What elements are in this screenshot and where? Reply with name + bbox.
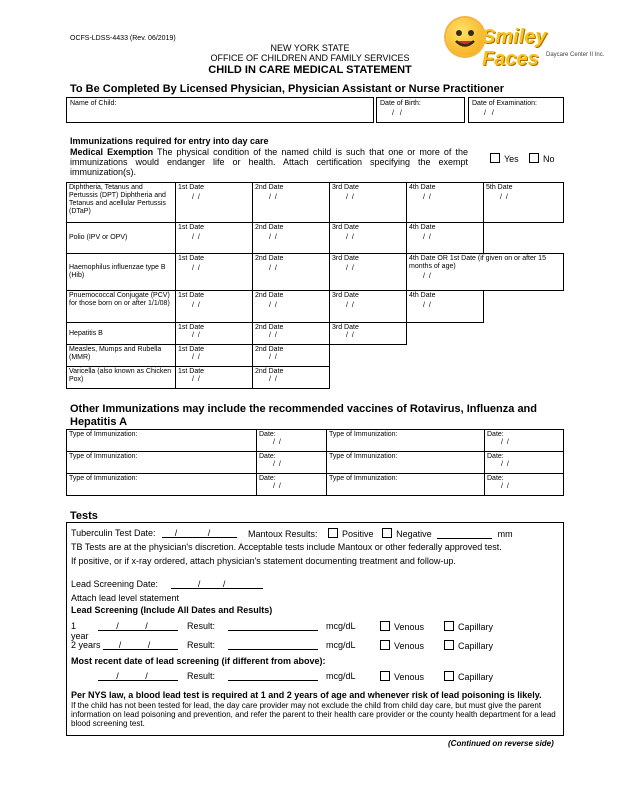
tb-test-line [71,528,237,538]
mantoux-mm-input[interactable] [437,529,492,539]
year2-date-input[interactable]: / / [103,640,178,650]
vaccine-name: Measles, Mumps and Rubella (MMR) [67,345,176,367]
date-cell[interactable]: 1st Date / / [176,367,253,389]
capillary-checkbox[interactable] [444,621,454,631]
capillary-checkbox[interactable] [444,671,454,681]
recent-unit: mcg/dL [326,671,356,681]
immunization-type-field[interactable]: Type of Immunization: [327,474,485,496]
xray-note: If positive, or if x-ray ordered, attach physician's statement documenting treatment and follow-up. [71,556,456,566]
recent-venous[interactable]: Venous [380,671,424,682]
no-label: No [543,154,555,164]
lead-law-text: If the child has not been tested for lead, the day care provider may not exclude the child from child day care, but must give the parent information on lead poisoning and prevention, and refer the parent to their health care provider or the county health department for a lead blood screening test. [71,701,556,728]
date-cell[interactable]: 3rd Date / / [330,291,407,323]
lead-date-label: Lead Screening Date: [71,579,159,589]
dob-field[interactable] [376,97,465,123]
date-cell[interactable]: 5th Date / / [484,183,564,223]
exemption-yes[interactable] [490,153,519,164]
table-row [67,254,564,291]
immunization-type-field[interactable]: Type of Immunization: [67,474,257,496]
capillary-checkbox[interactable] [444,640,454,650]
mantoux-line [248,528,513,539]
page-title: CHILD IN CARE MEDICAL STATEMENT [208,64,412,76]
exam-date-value: / / [484,110,496,117]
recent-result-label: Result: [187,671,216,681]
exemption-no[interactable] [529,153,555,164]
logo-brand: Smiley Faces [482,26,547,70]
lead-date-line [71,579,263,589]
recent-result-input[interactable] [228,671,318,681]
year1-label: 1 year [71,621,89,641]
year2-label: 2 years [71,640,101,650]
immunization-date-field[interactable]: Date: / / [485,430,564,452]
tb-date-input[interactable]: / / [162,528,237,538]
year1-date-input[interactable]: / / [98,621,178,631]
recent-lead-heading: Most recent date of lead screening (if different from above): [71,656,326,666]
year2-unit: mcg/dL [326,640,356,650]
child-name-field[interactable] [66,97,374,123]
table-row [67,291,564,323]
date-cell[interactable]: 3rd Date / / [330,223,407,254]
recent-capillary[interactable]: Capillary [444,671,493,682]
dob-label: Date of Birth: [380,100,421,107]
negative-option[interactable]: Negative [382,529,432,539]
logo-tagline: Daycare Center II Inc. [546,52,605,58]
dob-value: / / [392,110,404,117]
exam-date-label: Date of Examination: [472,100,537,107]
date-cell[interactable]: 4th Date OR 1st Date (if given on or after 15 months of age) / / [407,254,564,291]
date-cell[interactable]: 2nd Date / / [253,323,330,345]
date-cell[interactable]: 2nd Date / / [253,291,330,323]
date-cell[interactable]: 2nd Date / / [253,345,330,367]
year2-result-label: Result: [187,640,216,650]
mantoux-label: Mantoux Results: [248,529,318,539]
immunization-type-field[interactable]: Type of Immunization: [327,430,485,452]
date-cell[interactable]: 2nd Date / / [253,183,330,223]
year1-result-label: Result: [187,621,216,631]
immunization-type-field[interactable]: Type of Immunization: [67,430,257,452]
smiley-face-icon [446,18,484,56]
venous-checkbox[interactable] [380,671,390,681]
immunization-date-field[interactable]: Date: / / [485,474,564,496]
continued-note: (Continued on reverse side) [448,739,554,748]
state-name: NEW YORK STATE [270,43,350,53]
vaccine-name: Pnuemococcal Conjugate (PCV) for those born on or after 1/1/08) [67,291,176,323]
date-cell[interactable]: 1st Date / / [176,323,253,345]
year2-venous[interactable]: Venous [380,640,424,651]
immunization-date-field[interactable]: Date: / / [485,452,564,474]
exam-date-field[interactable] [468,97,564,123]
venous-checkbox[interactable] [380,621,390,631]
lead-date-input[interactable]: / / [171,579,263,589]
other-immunizations-heading: Other Immunizations may include the recommended vaccines of Rotavirus, Influenza and Hepatitis A [70,403,537,428]
vaccine-name: Haemophilus influenzae type B (Hib) [67,254,176,291]
other-immunizations-table [66,429,564,496]
vaccine-name: Diphtheria, Tetanus and Pertussis (DPT) Diphtheria and Tetanus and acellular Pertussis (DTaP) [67,183,176,223]
immunization-date-field[interactable]: Date: / / [257,452,327,474]
immunization-table [66,182,564,389]
tests-heading: Tests [70,510,98,522]
vaccine-name: Varicella (also known as Chicken Pox) [67,367,176,389]
yes-label: Yes [504,154,519,164]
date-cell[interactable]: 3rd Date / / [330,183,407,223]
year2-capillary[interactable]: Capillary [444,640,493,651]
office-name: OFFICE OF CHILDREN AND FAMILY SERVICES [210,53,410,63]
year1-result-input[interactable] [228,621,318,631]
recent-date-input[interactable]: / / [98,671,178,681]
date-cell[interactable]: 1st Date / / [176,291,253,323]
tb-date-label: Tuberculin Test Date: [71,528,156,538]
company-logo [446,14,606,70]
immunization-date-field[interactable]: Date: / / [257,474,327,496]
immunizations-heading: Immunizations required for entry into day care [70,136,269,146]
immunization-type-field[interactable]: Type of Immunization: [327,452,485,474]
date-cell[interactable]: 1st Date / / [176,254,253,291]
form-id: OCFS-LDSS-4433 (Rev. 06/2019) [70,35,176,42]
vaccine-name: Hepatitis B [67,323,176,345]
date-cell[interactable]: 4th Date / / [407,291,484,323]
date-cell[interactable]: 1st Date / / [176,183,253,223]
positive-option[interactable]: Positive [328,529,374,539]
subtitle: To Be Completed By Licensed Physician, Physician Assistant or Nurse Practitioner [70,83,505,95]
mm-unit: mm [497,529,513,539]
year1-venous[interactable]: Venous [380,621,424,632]
attach-lead-note: Attach lead level statement [71,593,180,603]
year1-unit: mcg/dL [326,621,356,631]
table-row [67,345,564,367]
yes-checkbox[interactable] [490,153,500,163]
date-cell[interactable]: 1st Date / / [176,223,253,254]
negative-checkbox[interactable] [382,528,392,538]
immunization-date-field[interactable]: Date: / / [257,430,327,452]
table-row [67,223,564,254]
year1-capillary[interactable]: Capillary [444,621,493,632]
year2-result-input[interactable] [228,640,318,650]
table-row [67,367,564,389]
date-cell[interactable]: 4th Date / / [407,183,484,223]
date-cell[interactable]: 3rd Date / / [330,254,407,291]
immunization-type-field[interactable]: Type of Immunization: [67,452,257,474]
table-row [67,474,564,496]
date-cell[interactable]: 2nd Date / / [253,223,330,254]
positive-checkbox[interactable] [328,528,338,538]
date-cell[interactable]: 4th Date / / [407,223,484,254]
date-cell[interactable]: 1st Date / / [176,345,253,367]
exemption-body: The physical condition of the named child is such that one or more of the immunizations would endanger life or health. Attach certification specifying the exempt immunization(s). [70,147,468,177]
no-checkbox[interactable] [529,153,539,163]
tb-note: TB Tests are at the physician's discretion. Acceptable tests include Mantoux or other federally approved test. [71,542,502,552]
venous-checkbox[interactable] [380,640,390,650]
date-cell[interactable]: 3rd Date / / [330,323,407,345]
lead-law-heading: Per NYS law, a blood lead test is required at 1 and 2 years of age and whenever risk of lead poisoning is likely. [71,690,542,700]
vaccine-name: Polio (IPV or OPV) [67,223,176,254]
child-name-label: Name of Child: [70,100,117,107]
table-row [67,323,564,345]
lead-screening-heading: Lead Screening (Include All Dates and Results) [71,605,273,615]
date-cell[interactable]: 2nd Date / / [253,367,330,389]
table-row [67,430,564,452]
date-cell[interactable]: 2nd Date / / [253,254,330,291]
medical-exemption-text [70,147,468,177]
table-row [67,452,564,474]
table-row [67,183,564,223]
exemption-label: Medical Exemption [70,147,154,157]
